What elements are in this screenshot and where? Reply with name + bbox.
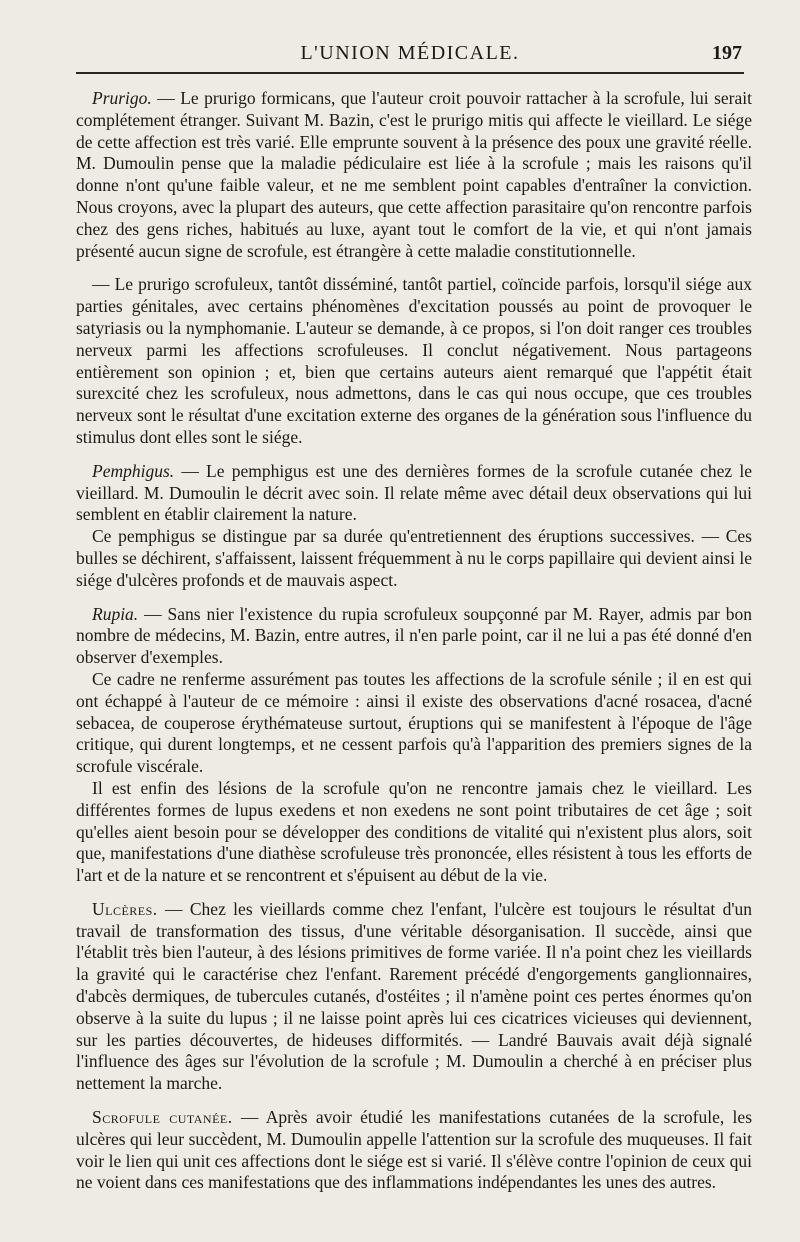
paragraph-prurigo (76, 88, 752, 262)
section-head-scrofule-cutanee: Scrofule cutanée. (92, 1107, 233, 1128)
paragraph-prurigo-scrofuleux (76, 274, 752, 448)
article-body (76, 88, 752, 1194)
paragraph-rupia (76, 604, 752, 669)
paragraph-text: Ce cadre ne renferme assurément pas toutes les affections de la scrofule sénile ; il en est qui ont échappé à l'auteur de ce mémoire : ainsi il existe des observations d'acné rosacea, d'acné sebacea, de couperose érythémateuse surtout, éruptions qui se manifestent à l'époque de l'âge critique, qui durent longtemps, et ne cessent parfois qu'à l'apparition des premiers signes de la scrofule viscérale. (76, 668, 752, 777)
section-head-rupia: Rupia. (92, 603, 139, 624)
running-header (76, 38, 744, 74)
page-number: 197 (712, 42, 742, 64)
journal-title: L'UNION MÉDICALE. (300, 42, 520, 64)
paragraph-text: — Le prurigo formicans, que l'auteur croit pouvoir rattacher à la scrofule, lui serait complétement étranger. Suivant M. Bazin, c'est le prurigo mitis qui affecte le vieillard. Le siége de cette affection est très varié. Elle emprunte souvent à la présence des poux une gravité réelle. M. Dumoulin pense que la maladie pédiculaire est liée à la scrofule ; mais les raisons qu'il donne n'ont qu'une faible valeur, et ne me semblent point capables d'entraîner la conviction. Nous croyons, avec la plupart des auteurs, que cette affection parasitaire qu'on rencontre parfois chez des gens riches, habitués au luxe, ayant tout le comfort de la vie, et qui n'ont jamais présenté aucun signe de scrofule, est étrangère à cette maladie constitutionnelle. (76, 88, 752, 261)
paragraph-text: — Le pemphigus est une des dernières formes de la scrofule cutanée chez le vieillard. M. Dumoulin le décrit avec soin. Il relate même avec détail deux observations qui lui semblent en établir clairement la nature. (76, 460, 752, 525)
paragraph-ulceres (76, 899, 752, 1095)
section-head-ulceres: Ulcères. (92, 898, 158, 919)
paragraph-text: — Le prurigo scrofuleux, tantôt disséminé, tantôt partiel, coïncide parfois, lorsqu'il siége aux parties génitales, avec certains phénomènes d'excitation poussés au point de provoquer le satyriasis ou la nymphomanie. L'auteur se demande, à ce propos, si l'on doit ranger ces troubles nerveux parmi les affections scrofuleuses. Il conclut négativement. Nous partageons entièrement son opinion ; et, bien que certains auteurs aient remarqué que l'appétit était surexcité chez les scrofuleux, nous admettons, dans le cas qui nous occupe, que ces troubles nerveux sont le résultat d'une excitation externe des organes de la génération sous l'influence du stimulus dont elles sont le siége. (76, 274, 752, 447)
paragraph-text: Il est enfin des lésions de la scrofule qu'on ne rencontre jamais chez le vieillard. Les différentes formes de lupus exedens et non exedens ne sont point tributaires de cet âge ; soit qu'elles aient besoin pour se développer des conditions de vitalité qui n'existent plus alors, soit que, manifestations d'une diathèse scrofuleuse très prononcée, elles résistent à tous les efforts de l'art et de la nature et se rencontrent et s'épuisent au début de la vie. (76, 777, 752, 886)
paragraph-lupus (76, 778, 752, 887)
paragraph-text: Ce pemphigus se distingue par sa durée qu'entretiennent des éruptions successives. — Ces bulles se déchirent, s'affaissent, laissent fréquemment à nu le corps papillaire qui devient ainsi le siége d'ulcères profonds et de mauvais aspect. (76, 526, 752, 590)
paragraph-text: — Après avoir étudié les manifestations cutanées de la scrofule, les ulcères qui leur succèdent, M. Dumoulin appelle l'attention sur la scrofule des muqueuses. Il fait voir le lien qui unit ces affections dont le siége est si varié. Il s'élève contre l'opinion de ceux qui ne voient dans ces manifestations que des inflammations indépendantes les unes des autres. (76, 1107, 752, 1193)
section-head-pemphigus: Pemphigus. (92, 460, 175, 481)
paragraph-text: — Sans nier l'existence du rupia scrofuleux soupçonné par M. Rayer, admis par bon nombre de médecins, M. Bazin, entre autres, il n'en parle point, car il ne lui a pas été donné d'en observer d'exemples. (76, 603, 752, 668)
paragraph-scrofule-cutanee (76, 1107, 752, 1194)
paragraph-pemphigus-duree (76, 526, 752, 591)
section-head-prurigo: Prurigo. (92, 88, 152, 108)
paragraph-pemphigus (76, 461, 752, 526)
paragraph-cadre (76, 669, 752, 778)
paragraph-text: — Chez les vieillards comme chez l'enfant, l'ulcère est toujours le résultat d'un travail de transformation des tissus, d'une véritable désorganisation. Il succède, ainsi que l'établit très bien l'auteur, à des lésions primitives de forme variée. Il n'a point chez les vieillards la gravité qui le caractérise chez l'enfant. Rarement précédé d'engorgements ganglionnaires, d'abcès dermiques, de tubercules cutanés, d'ostéites ; il n'amène point ces pertes énormes qu'on observe à la suite du lupus ; il ne laisse point après lui ces cicatrices vicieuses qui deviennent, sur les parties découvertes, de hideuses difformités. — Landré Bauvais avait déjà signalé l'influence des âges sur l'évolution de la scrofule ; M. Dumoulin a cherché à en préciser plus nettement la marche. (76, 898, 752, 1094)
